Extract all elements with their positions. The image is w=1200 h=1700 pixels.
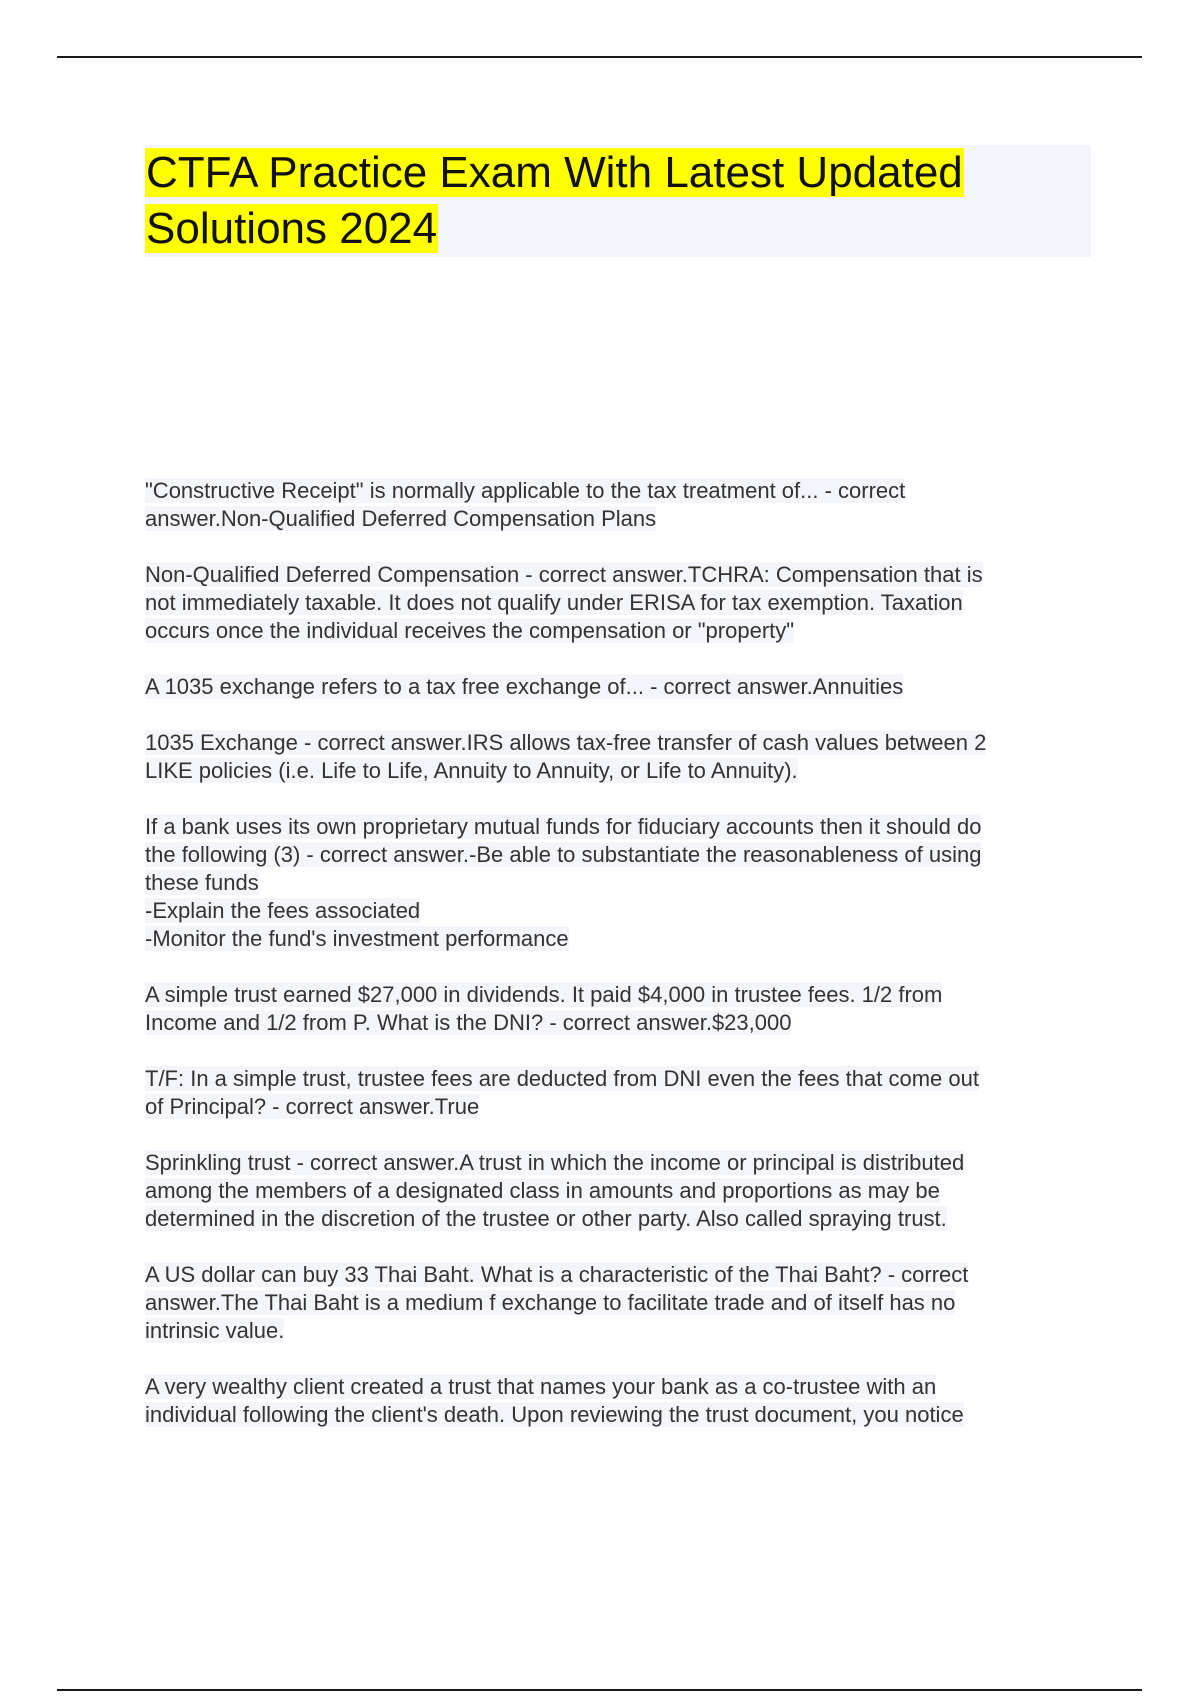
- qa-line: among the members of a designated class in amounts and proportions as may be: [145, 1178, 940, 1203]
- document-title: [145, 145, 1091, 257]
- qa-line: individual following the client's death. Upon reviewing the trust document, you notice: [145, 1402, 964, 1427]
- qa-line: not immediately taxable. It does not qualify under ERISA for tax exemption. Taxation: [145, 590, 963, 615]
- qa-line: 1035 Exchange - correct answer.IRS allows tax-free transfer of cash values between 2: [145, 730, 987, 755]
- title-line-2: Solutions 2024: [146, 204, 438, 253]
- qa-item: [145, 813, 1105, 953]
- qa-item: [145, 1373, 1105, 1429]
- qa-item: [145, 1261, 1105, 1345]
- title-block: [145, 145, 1091, 257]
- qa-item: [145, 1149, 1105, 1233]
- footer-rule: [57, 1689, 1142, 1691]
- qa-line: answer.Non-Qualified Deferred Compensation Plans: [145, 506, 657, 531]
- qa-line: answer.The Thai Baht is a medium f exchange to facilitate trade and of itself has no: [145, 1290, 956, 1315]
- qa-line: LIKE policies (i.e. Life to Life, Annuity to Annuity, or Life to Annuity).: [145, 758, 798, 783]
- qa-line: the following (3) - correct answer.-Be able to substantiate the reasonableness of using: [145, 842, 982, 867]
- qa-line: of Principal? - correct answer.True: [145, 1094, 480, 1119]
- qa-item: [145, 477, 1105, 533]
- qa-line: occurs once the individual receives the compensation or "property": [145, 618, 795, 643]
- qa-line: -Explain the fees associated: [145, 898, 421, 923]
- qa-item: [145, 673, 1105, 701]
- qa-line: A simple trust earned $27,000 in dividends. It paid $4,000 in trustee fees. 1/2 from: [145, 982, 943, 1007]
- qa-line: -Monitor the fund's investment performance: [145, 926, 569, 951]
- qa-line: A very wealthy client created a trust that names your bank as a co-trustee with an: [145, 1374, 937, 1399]
- qa-line: Sprinkling trust - correct answer.A trust in which the income or principal is distributed: [145, 1150, 965, 1175]
- qa-line: determined in the discretion of the trustee or other party. Also called spraying trust.: [145, 1206, 947, 1231]
- qa-line: Non-Qualified Deferred Compensation - correct answer.TCHRA: Compensation that is: [145, 562, 983, 587]
- qa-item: [145, 561, 1105, 645]
- header-rule: [57, 56, 1142, 58]
- qa-line: If a bank uses its own proprietary mutual funds for fiduciary accounts then it should do: [145, 814, 982, 839]
- qa-line: these funds: [145, 870, 259, 895]
- qa-line: T/F: In a simple trust, trustee fees are deducted from DNI even the fees that come out: [145, 1066, 979, 1091]
- qa-line: "Constructive Receipt" is normally applicable to the tax treatment of... - correct: [145, 478, 906, 503]
- title-line-1: CTFA Practice Exam With Latest Updated: [146, 148, 963, 197]
- qa-line: A 1035 exchange refers to a tax free exchange of... - correct answer.Annuities: [145, 674, 904, 699]
- qa-list: [145, 477, 1105, 1457]
- qa-line: A US dollar can buy 33 Thai Baht. What is a characteristic of the Thai Baht? - correct: [145, 1262, 969, 1287]
- qa-item: [145, 981, 1105, 1037]
- qa-item: [145, 1065, 1105, 1121]
- qa-item: [145, 729, 1105, 785]
- qa-line: intrinsic value.: [145, 1318, 285, 1343]
- qa-line: Income and 1/2 from P. What is the DNI? - correct answer.$23,000: [145, 1010, 792, 1035]
